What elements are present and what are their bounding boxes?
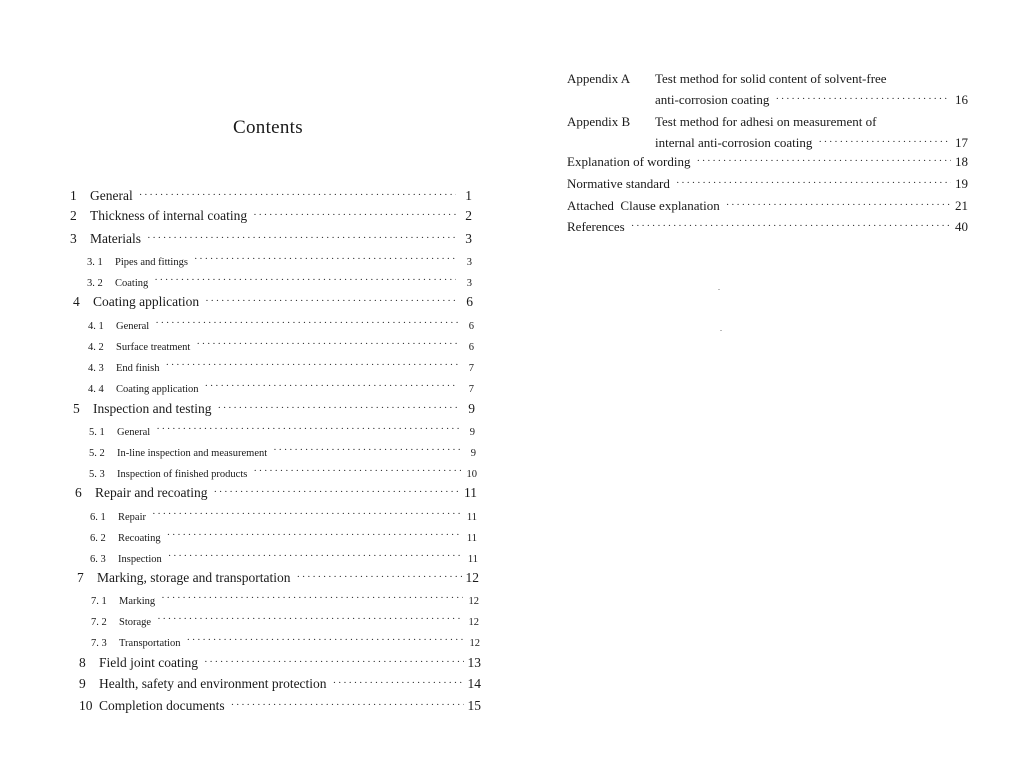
back-matter-page-number: 40: [955, 219, 968, 234]
toc-entry-label: Inspection and testing: [93, 401, 212, 416]
toc-entry-page-number: 9: [470, 448, 476, 459]
toc-entry[interactable]: [91, 629, 480, 649]
dot-leader: [217, 402, 459, 414]
dot-leader: [253, 209, 456, 221]
toc-entry-label: Marking: [119, 596, 156, 607]
dot-leader: [147, 232, 456, 244]
toc-entry-page-number: 9: [468, 401, 475, 416]
toc-entry-label: Materials: [90, 231, 141, 246]
dot-leader: [231, 699, 464, 711]
toc-entry-number: 10: [79, 698, 93, 713]
toc-entry-number: 7: [77, 570, 84, 585]
toc-entry-number: 8: [79, 655, 86, 670]
toc-entry-label: Repair: [118, 512, 146, 523]
dot-leader: [154, 274, 456, 286]
dot-leader: [726, 199, 951, 211]
appendix-a-title-line2: anti-corrosion coating: [655, 92, 770, 107]
toc-entry-number: 6. 3: [90, 554, 106, 565]
dot-leader: [676, 177, 951, 189]
toc-entry-number: 7. 2: [91, 617, 107, 628]
toc-entry-label: Coating: [115, 278, 149, 289]
toc-entry-page-number: 6: [468, 342, 474, 353]
dot-leader: [273, 444, 460, 456]
toc-entry-page-number: 3: [465, 231, 472, 246]
dot-leader: [165, 359, 458, 371]
back-matter-entry[interactable]: [567, 194, 968, 214]
toc-entry-page-number: 12: [468, 617, 479, 628]
toc-entry[interactable]: [90, 524, 477, 544]
dot-leader: [213, 486, 460, 498]
toc-entry-page-number: 13: [467, 655, 481, 670]
dot-leader: [168, 550, 462, 562]
toc-entry[interactable]: [79, 651, 481, 671]
toc-entry-label: General: [90, 188, 133, 203]
toc-entry[interactable]: [88, 375, 474, 395]
toc-entry-label: Field joint coating: [99, 655, 198, 670]
appendix-b-page-number: 17: [955, 135, 968, 150]
dot-leader: [161, 592, 463, 604]
toc-entry[interactable]: [90, 503, 477, 523]
toc-entry-label: End finish: [116, 363, 160, 374]
toc-entry-label: Recoating: [118, 533, 161, 544]
toc-entry[interactable]: [87, 269, 472, 289]
dot-leader: [205, 380, 458, 392]
toc-entry-page-number: 15: [467, 698, 481, 713]
toc-entry-label: Pipes and fittings: [115, 257, 188, 268]
toc-entry[interactable]: [90, 545, 478, 565]
toc-entry-number: 1: [70, 188, 77, 203]
toc-entry-number: 3. 2: [87, 278, 103, 289]
appendix-b-entry[interactable]: [567, 109, 968, 151]
dot-leader: [139, 189, 456, 201]
toc-entry-number: 6: [75, 485, 82, 500]
toc-entry[interactable]: [77, 566, 479, 586]
toc-entry[interactable]: [70, 227, 472, 247]
toc-entry-label: In-line inspection and measurement: [117, 448, 268, 459]
toc-entry-page-number: 2: [465, 208, 472, 223]
scan-speck: [720, 330, 722, 331]
toc-entry[interactable]: [87, 248, 472, 268]
back-matter-label: Explanation of wording: [567, 154, 691, 169]
toc-entry[interactable]: [89, 418, 475, 438]
toc-entry-label: Inspection of finished products: [117, 469, 248, 480]
toc-entry[interactable]: [88, 333, 474, 353]
toc-entry-number: 7. 3: [91, 638, 107, 649]
back-matter-label: References: [567, 219, 625, 234]
dot-leader: [204, 656, 464, 668]
toc-entry-page-number: 12: [465, 570, 479, 585]
toc-entry-page-number: 11: [464, 485, 477, 500]
dot-leader: [157, 613, 463, 625]
dot-leader: [631, 220, 951, 232]
toc-entry-label: Coating application: [116, 384, 199, 395]
dot-leader: [333, 677, 464, 689]
toc-entry-number: 4. 2: [88, 342, 104, 353]
toc-entry-label: Health, safety and environment protection: [99, 676, 327, 691]
toc-entry-number: 7. 1: [91, 596, 107, 607]
toc-entry-number: 3. 1: [87, 257, 103, 268]
toc-entry-label: Storage: [119, 617, 152, 628]
back-matter-entry[interactable]: [567, 172, 968, 192]
toc-entry-page-number: 10: [466, 469, 477, 480]
appendix-a-title-line1: Test method for solid content of solvent-free: [655, 71, 887, 86]
toc-entry-page-number: 12: [468, 596, 479, 607]
dot-leader: [186, 634, 464, 646]
toc-entry-label: General: [117, 427, 151, 438]
dot-leader: [296, 571, 461, 583]
dot-leader: [155, 317, 458, 329]
toc-entry-page-number: 3: [466, 257, 472, 268]
toc-entry-label: Surface treatment: [116, 342, 191, 353]
appendix-b-title-line1: Test method for adhesi on measurement of: [655, 114, 877, 129]
toc-entry-label: Completion documents: [99, 698, 225, 713]
back-matter-page-number: 21: [955, 198, 968, 213]
toc-entry-number: 6. 1: [90, 512, 106, 523]
toc-entry[interactable]: [88, 312, 474, 332]
toc-entry[interactable]: [79, 672, 481, 692]
appendix-a-entry[interactable]: [567, 66, 968, 108]
toc-entry-number: 5. 1: [89, 427, 105, 438]
toc-entry-label: Thickness of internal coating: [90, 208, 248, 223]
back-matter-entry[interactable]: [567, 215, 968, 235]
dot-leader: [196, 338, 458, 350]
toc-entry[interactable]: [91, 587, 479, 607]
toc-entry[interactable]: [89, 439, 476, 459]
dot-leader: [205, 295, 457, 307]
toc-entry-number: 4: [73, 294, 80, 309]
toc-entry-page-number: 14: [467, 676, 481, 691]
toc-entry[interactable]: [75, 481, 477, 501]
toc-entry-number: 5. 2: [89, 448, 105, 459]
toc-entry-label: Transportation: [119, 638, 181, 649]
toc-entry[interactable]: [73, 397, 475, 417]
appendix-b-key: Appendix B: [567, 114, 631, 129]
toc-entry-label: Coating application: [93, 294, 200, 309]
dot-leader: [194, 253, 456, 265]
toc-entry-label: Marking, storage and transportation: [97, 570, 291, 585]
back-matter-page-number: 18: [955, 154, 968, 169]
toc-entry-page-number: 11: [466, 512, 477, 523]
toc-entry-page-number: 3: [466, 278, 472, 289]
dot-leader: [152, 508, 461, 520]
dot-leader: [156, 423, 459, 435]
toc-entry-number: 4. 1: [88, 321, 104, 332]
toc-entry-page-number: 7: [468, 384, 474, 395]
toc-entry-page-number: 11: [467, 554, 478, 565]
toc-entry-page-number: 6: [466, 294, 473, 309]
toc-entry-number: 5. 3: [89, 469, 105, 480]
toc-entry[interactable]: [91, 608, 479, 628]
toc-entry-page-number: 11: [466, 533, 477, 544]
toc-entry-label: Inspection: [118, 554, 162, 565]
toc-entry-label: General: [116, 321, 150, 332]
toc-entry-page-number: 9: [469, 427, 475, 438]
toc-entry[interactable]: [79, 694, 481, 714]
contents-title: Contents: [233, 117, 303, 138]
back-matter-label: Normative standard: [567, 176, 670, 191]
toc-entry[interactable]: [70, 204, 472, 224]
toc-entry-page-number: 1: [465, 188, 472, 203]
back-matter-page-number: 19: [955, 176, 968, 191]
toc-entry-number: 2: [70, 208, 77, 223]
scan-speck: [718, 289, 720, 290]
appendix-b-title-line2: internal anti-corrosion coating: [655, 135, 813, 150]
toc-entry-page-number: 7: [468, 363, 474, 374]
toc-entry[interactable]: [89, 460, 477, 480]
appendix-a-key: Appendix A: [567, 71, 631, 86]
toc-entry[interactable]: [88, 354, 474, 374]
toc-entry-number: 5: [73, 401, 80, 416]
toc-entry-number: 6. 2: [90, 533, 106, 544]
dot-leader: [167, 529, 461, 541]
toc-entry-number: 3: [70, 231, 77, 246]
appendix-a-page-number: 16: [955, 92, 968, 107]
toc-entry-number: 9: [79, 676, 86, 691]
toc-entry-page-number: 6: [468, 321, 474, 332]
dot-leader: [253, 465, 461, 477]
toc-entry[interactable]: [70, 184, 472, 204]
toc-entry[interactable]: [73, 290, 473, 310]
dot-leader: [775, 93, 949, 105]
back-matter-entry[interactable]: [567, 150, 968, 170]
toc-entry-page-number: 12: [469, 638, 480, 649]
dot-leader: [696, 155, 951, 167]
toc-entry-number: 4. 3: [88, 363, 104, 374]
dot-leader: [818, 136, 949, 148]
toc-entry-label: Repair and recoating: [95, 485, 208, 500]
toc-entry-number: 4. 4: [88, 384, 104, 395]
back-matter-label: Attached Clause explanation: [567, 198, 720, 213]
